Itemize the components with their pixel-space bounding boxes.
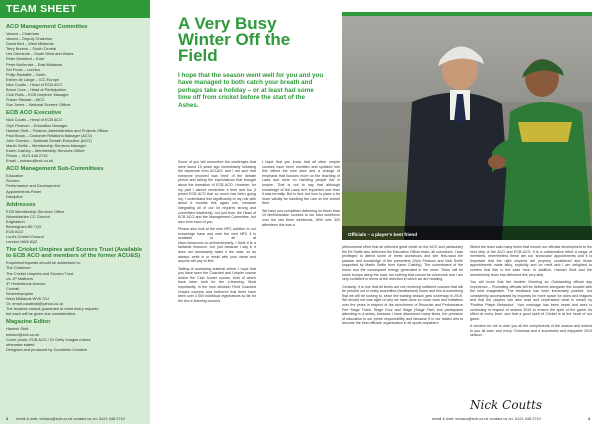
- sidebar-line: Coxhall: [6, 285, 19, 291]
- body-paragraph: Please also look at the new NPC addition to our knowledge base and note the next NPC it is available to all at https://www.ecb.co.uk/event/nearly, I think it is a fantastic resource, but, just because I say it, it does not necessarily make it the case, so as always, write in or email with your views and anyone will pay to find.: [178, 227, 256, 264]
- sidebar-line: Hamish Stott: [6, 326, 29, 332]
- body-paragraph: Some of you will remember the challenges that were faced 10 years ago immediately following the departure from ACU&S, and I am sure that everyone involved was 'tired' of the debate period and taking the expectations that brought about the formation of ECB ACO. However, for my part I cannot remember a time and too (I joined ECB ACO that so much has been going on). I understand this significantly to my role with about 6 months this again role, because integrating all of our lot requires strong and committed leadership, not just from the Head of ECB ACO and the Management Committee, but also from each of you.: [178, 160, 256, 224]
- cricket-umpire-photo: [342, 12, 592, 240]
- left-footer-contact: email & web: ecbaco@ecb.co.uk contact us on: 0121 446 2710: [16, 416, 125, 421]
- sidebar-line: Paul Brook – Customer Relations Manager (ACO): [6, 132, 93, 138]
- body-paragraph: Whilst the team said many times that ensure our officials development to the next step of the ACO and ECB ACO, it is a collaborative effort a range of members, nevertheless these are our 'showcase' appointments and it is important that the right umpires are properly considered and those appointments made fairly, explicitly and on merit and I am delighted to confirm that this is the case here. In addition, Hamish Stott and the membership team has delivered this very ably.: [470, 245, 592, 277]
- sidebar-line: ECB ACO: [6, 229, 24, 235]
- body-column-4: [470, 245, 592, 415]
- page-footer: [0, 414, 600, 424]
- sidebar-body: [0, 18, 150, 352]
- sidebar-line: Wolverhampton: [6, 290, 34, 296]
- sidebar-line: Sue Jones – National Scorers' Officer: [6, 102, 71, 108]
- sidebar-line: John Overton – National Growth Executive (ACO): [6, 137, 92, 143]
- sidebar-line: Warwickshire CC Ground: [6, 213, 50, 219]
- sidebar-line: c/o JP Matthers: [6, 275, 33, 281]
- sidebar-line: Phone – 0121 446 2710: [6, 153, 48, 159]
- sidebar-line: otherwise stated.: [6, 341, 36, 347]
- sidebar-line: David Bird – West Midlands: [6, 41, 54, 47]
- body-paragraph: You will know that the booklet Greeting an Outstanding official day experience – Promoting officials will be delivered alongside this booklet with the best imaginable. The feedback has been immensely positive, but consistently accompanied by requests for more space for clubs and leagues and that the players can also read and understand what is meant by 'Positive Player Behaviour'. Your message has been heard and work is continuing in respect of season 2019 to ensure the spirit of the game, its effect at every level, and that a good spirit of Cricket is at the heart of our game.: [470, 279, 592, 321]
- body-paragraph: It remains for me to wish you all the compliments of the season and extend to you all each and every Christmas and a successful and enjoyable 2019 season.: [470, 324, 592, 338]
- body-column-3: [342, 245, 463, 415]
- sidebar-line: Terry Burrow – South Central: [6, 46, 57, 52]
- body-column-2: [262, 160, 340, 415]
- team-sheet-sidebar: [0, 0, 150, 424]
- sidebar-line: The Cricket Umpires and Scorers Trust: [6, 270, 74, 276]
- sidebar-line: Peter Mumford – East: [6, 56, 44, 62]
- sidebar-line: Peter McKenzie – East Midlands: [6, 61, 63, 67]
- left-page-number: 2: [6, 416, 9, 421]
- right-page-number: 3: [588, 416, 591, 421]
- photo-caption: Officials – a player's best friend: [348, 232, 418, 237]
- sidebar-line: Performance and Development: [6, 183, 60, 189]
- body-paragraph: phenomenal effort that all reflected great credit on the ACO and particularly the Ed Staffs who delivered the Education Officer team, all volunteers. I was privileged to attend some of these workshops and see first-hand the passion and knowledge of the presenters (Glyn Pearson and Nick Smith supported by Martin Settle from Karen Cashby). The commitment of the tutors and the consequent energy generated in the room. There will be some bumps along the road, but nothing that cannot be overcome and I am very confident in terms of the direction in which we are heading.: [342, 245, 463, 282]
- sidebar-line: Karen Cashby – Membership Services Officer: [6, 147, 85, 153]
- right-footer-contact: email & web: ecbaco@ecb.co.uk contact us on: 0121 446 2710: [432, 416, 541, 421]
- sidebar-line: Or, email cusatrust@yahoo.co.uk: [6, 301, 64, 307]
- sidebar-line: Hamish Stott – Finance, Administration and Projects Officer: [6, 127, 109, 133]
- sidebar-line: Enquiries/requests should be addressed to:: [6, 260, 81, 266]
- body-column-1: [178, 160, 256, 415]
- sidebar-line: Philip Radcliffe – North: [6, 71, 46, 77]
- sidebar-section-heading: The Cricket Umpires and Scorers Trust (Available to ECB ACO and members of the former ACU&S): [6, 247, 143, 260]
- sidebar-line: Edgbaston: [6, 218, 25, 224]
- sidebar-line: Discipline: [6, 193, 23, 199]
- sidebar-section-heading: Addresses: [6, 201, 36, 208]
- sidebar-title: TEAM SHEET: [0, 0, 150, 18]
- sidebar-line: West Midlands WV6 7DJ: [6, 296, 49, 302]
- sidebar-line: Email – ecbaco@ecb.co.uk: [6, 158, 54, 164]
- signature: Nick Coutts: [470, 398, 543, 412]
- sidebar-line: Bruce Cree – Head of Participation: [6, 87, 67, 93]
- sidebar-line: Appointments Panel: [6, 188, 41, 194]
- sidebar-section-heading: ACO Management Committee: [6, 24, 88, 30]
- sidebar-line: 37 Heathbrook Avenue: [6, 280, 46, 286]
- sidebar-line: Nick Coutts – Head of ECB ACO: [6, 81, 63, 87]
- sidebar-line: but each will be given due consideration.: [6, 311, 77, 317]
- sidebar-line: Vacant – Chairman: [6, 31, 40, 36]
- sidebar-line: Vacant – Deputy Chairman: [6, 36, 53, 42]
- sidebar-line: Scorers: [6, 178, 20, 184]
- sidebar-line: Esther de Lange – ICC Europe: [6, 76, 60, 82]
- sidebar-line: Lord's Cricket Ground: [6, 234, 44, 240]
- sidebar-line: Cover photo: ECB ACO / Dr Getty Images unless: [6, 336, 91, 342]
- sidebar-section-heading: ECB ACO Executive: [6, 110, 62, 117]
- body-paragraph: I hope that you know that all other umpire courses have been rewritten and updated into this reflect the new laws and a change of emphasis that focuses more on the teaching of Laws and more on handling people live in umpire. That is not to say that although knowledge of the Laws isn't important now than it was formally. But in fact, but now to place a far more validity for handling the Law on the cricket field.: [262, 160, 340, 206]
- sidebar-line: ecbaco@ecb.co.uk: [6, 331, 40, 337]
- body-paragraph: Certainly, it is true that all levels are not receiving sufficient courses that will be pushed out or really accredited (familiarised) tutors and this is something that we will be looking to, since the training season gets underway in 2019. We should not lose sight of why we have done so much work and initiatives over the years in respect of the recruitment of Recorder and Performance Fee Stage Three, Stage Four and Stage (Stage Five) and participants attending in a series, because I have discovered many times, the provision of education in our prime responsibility and because it is our stated aim to become the best officials' organisation in all sports anywhere.: [342, 284, 463, 326]
- sidebar-line: Sid Poole – London: [6, 66, 40, 72]
- sidebar-line: The Chairman: [6, 265, 31, 271]
- sidebar-section-heading: Magazine Editor: [6, 319, 51, 326]
- sidebar-line: Les Clements – South West and Wales: [6, 51, 74, 57]
- sidebar-line: Martin Settle – Membership Services Manager: [6, 142, 87, 148]
- sidebar-line: Club Rolls – ECB Umpires' Manager: [6, 92, 69, 98]
- sidebar-line: Fraser Stewart – MCC: [6, 97, 45, 103]
- sidebar-line: Designed and produced by Countinho Creative.: [6, 346, 88, 352]
- sidebar-line: Birmingham B5 7QX: [6, 224, 42, 229]
- sidebar-line: The trustees cannot guarantee to meet every request,: [6, 306, 99, 312]
- article-title: A Very Busy Winter Off the Field: [178, 14, 291, 65]
- sidebar-line: Glyn Pearson – Education Manager: [6, 122, 68, 128]
- sidebar-section-heading: ACO Management Sub-Committees: [6, 166, 104, 173]
- article-lead: I hope that the season went well for you and you have managed to both catch your breath and perhaps take a holiday – or at least had some time off from cricket before the start of the Ashes.: [178, 72, 324, 109]
- sidebar-line: London NW8 8QZ: [6, 239, 38, 245]
- article-photo: [342, 12, 592, 240]
- body-paragraph: Talking of accessing material online, I hope that you have seen the Coached and Umpire course and/or the Club Scorer course, both of which have been built for the e-learning. Most importantly, in the new decision Field Coached Umpire courses was furthered that there have been over 2,000 individual registrations so far for the two e-learning courses.: [178, 266, 256, 303]
- sidebar-line: ECB Membership Services' Office: [6, 208, 65, 214]
- body-paragraph: We have just completed delivering no fewer than 10 familiarisation courses to our tutor workforce over the last three weekends. With over 320 attendees this was a: [262, 208, 340, 227]
- sidebar-line: Nick Coutts – Head of ECB ACO: [6, 117, 63, 123]
- sidebar-line: Education: [6, 173, 24, 179]
